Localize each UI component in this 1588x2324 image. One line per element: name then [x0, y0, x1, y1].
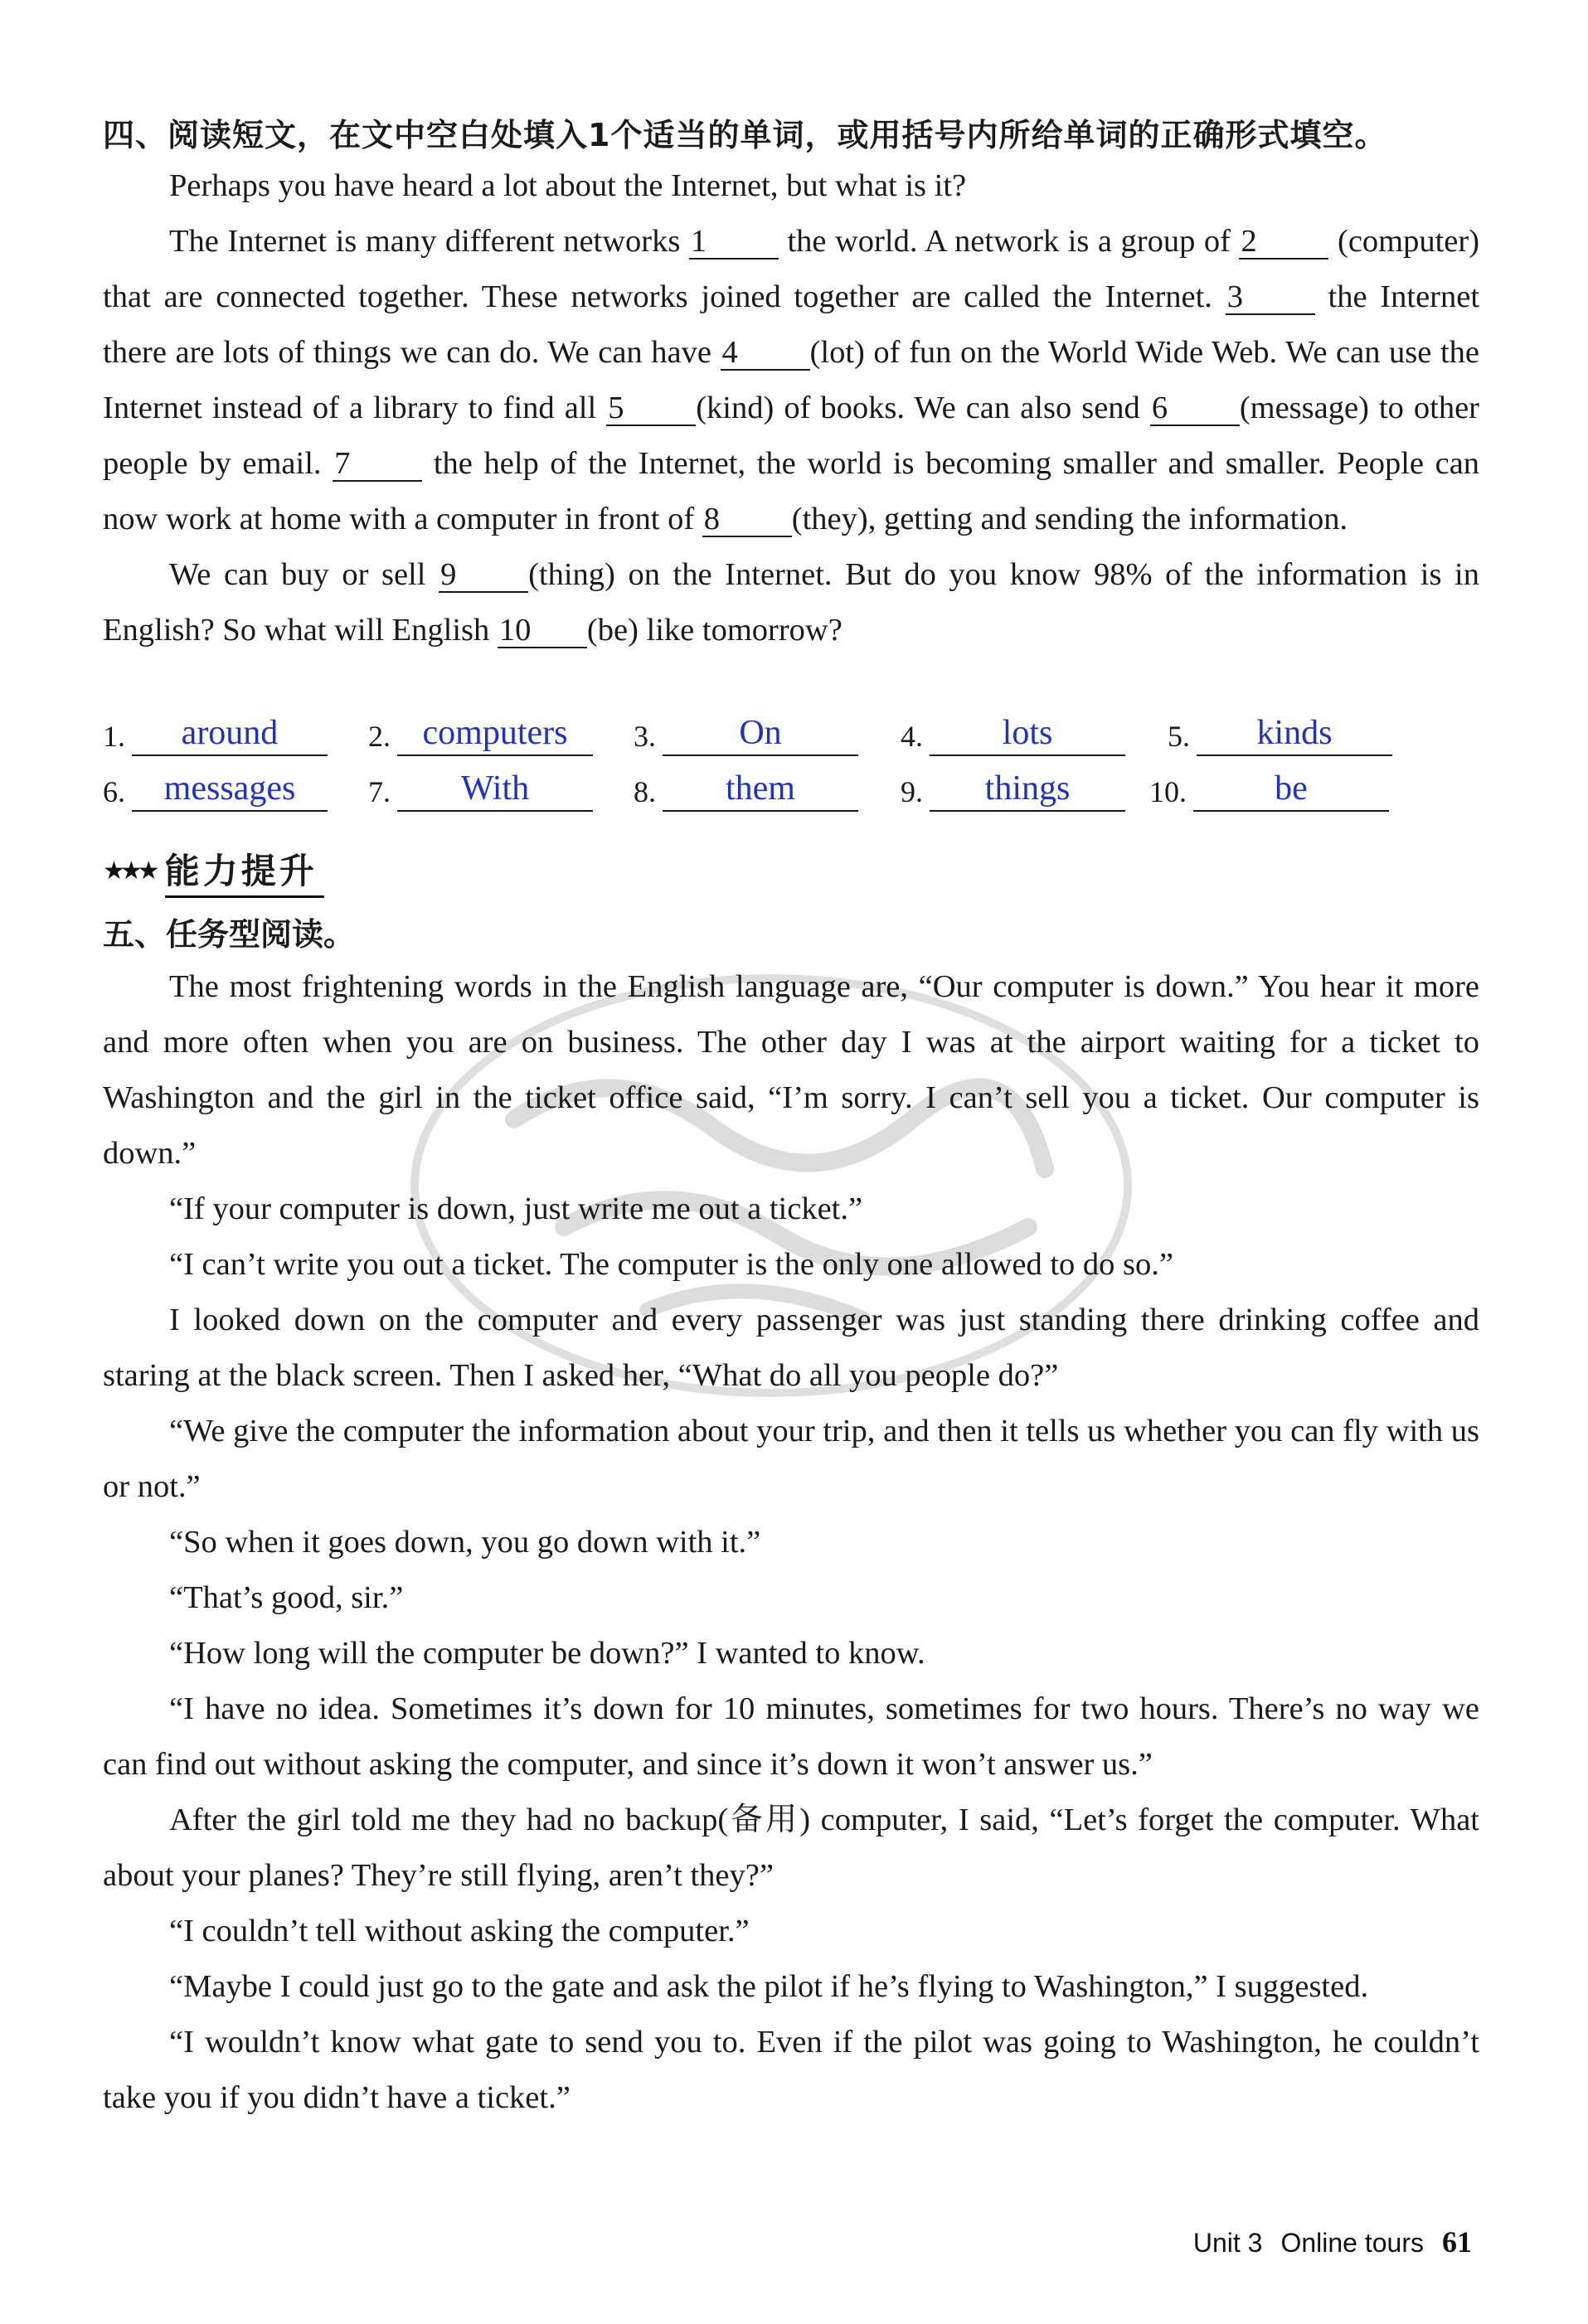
- passage-paragraph: [103, 547, 1479, 658]
- passage-text: (be) like tomorrow?: [586, 613, 843, 648]
- blank-1: 1: [689, 225, 779, 260]
- passage-paragraph: The most frightening words in the English language are, “Our computer is down.” You hear it more and more often when you are on business. The other day I was at the airport waiting for a ticket to Washington and the girl in the ticket office said, “I’m sorry. I can’t sell you a ticket. Our computer is down.”: [103, 969, 1479, 1171]
- answer-value: lots: [930, 711, 1125, 756]
- cloze-passage: [103, 158, 1479, 658]
- star-icon: ★★★: [103, 856, 155, 885]
- answer-item: 7. With: [368, 767, 593, 812]
- answer-item: 9. things: [901, 767, 1125, 812]
- section-5-title: 五、任务型阅读。: [103, 916, 356, 953]
- passage-text: the world. A network is a group of: [787, 224, 1231, 259]
- passage-paragraph: “So when it goes down, you go down with it.”: [169, 1525, 761, 1560]
- answer-item: 3. On: [634, 711, 858, 756]
- passage-paragraph: After the girl told me they had no backup(备用) computer, I said, “Let’s forget the computer. What about your planes? They’re still flying, aren’t they?”: [103, 1802, 1479, 1893]
- answer-value: around: [132, 711, 328, 756]
- answer-item: 5. kinds: [1168, 711, 1392, 756]
- blank-9: 9: [439, 558, 528, 593]
- passage-paragraph: [103, 214, 1479, 547]
- passage-paragraph: “We give the computer the information about your trip, and then it tells us whether you can fly with us or not.”: [103, 1414, 1479, 1504]
- answer-item: 4. lots: [901, 711, 1125, 756]
- passage-text: (they), getting and sending the information.: [791, 502, 1348, 536]
- answer-value: computers: [397, 711, 593, 756]
- passage-text: (kind) of books. We can also send: [696, 391, 1140, 425]
- answer-item: 2. computers: [368, 711, 593, 756]
- banner-title: 能力提升: [165, 844, 324, 898]
- passage-text: The Internet is many different networks: [169, 224, 681, 259]
- answer-value: them: [663, 767, 858, 812]
- passage-paragraph: “I wouldn’t know what gate to send you to. Even if the pilot was going to Washington, he couldn’t take you if you didn’t have a ticket.”: [103, 2025, 1479, 2115]
- page-number: 61: [1442, 2225, 1472, 2259]
- page-footer: [1193, 2225, 1472, 2259]
- answer-row: [103, 767, 1479, 822]
- answer-grid: [103, 711, 1479, 822]
- blank-4: 4: [721, 336, 810, 371]
- passage-paragraph: Perhaps you have heard a lot about the Internet, but what is it?: [169, 168, 967, 203]
- blank-10: 10: [498, 614, 587, 648]
- passage-paragraph: “I can’t write you out a ticket. The computer is the only one allowed to do so.”: [169, 1247, 1174, 1282]
- passage-text: We can buy or sell: [169, 557, 426, 592]
- blank-3: 3: [1226, 280, 1315, 315]
- answer-value: On: [663, 711, 858, 756]
- passage-text: the Internet there are lots of things we can do. We can have: [103, 279, 1480, 370]
- passage-paragraph: “I have no idea. Sometimes it’s down for 10 minutes, sometimes for two hours. There’s no way we can find out without asking the computer, and since it’s down it won’t answer us.”: [103, 1691, 1479, 1782]
- blank-5: 5: [606, 391, 696, 426]
- passage-text: (message) to other people by email.: [103, 391, 1479, 481]
- answer-value: With: [397, 767, 593, 812]
- footer-title: Online tours: [1280, 2228, 1424, 2258]
- blank-6: 6: [1150, 391, 1240, 426]
- answer-item: 8. them: [634, 767, 858, 812]
- answer-value: be: [1193, 767, 1389, 812]
- passage-paragraph: “If your computer is down, just write me out a ticket.”: [169, 1191, 863, 1226]
- passage-paragraph: “Maybe I could just go to the gate and ask the pilot if he’s flying to Washington,” I suggested.: [169, 1969, 1369, 2004]
- ability-banner: [103, 846, 324, 895]
- passage-paragraph: “I couldn’t tell without asking the computer.”: [169, 1914, 750, 1948]
- footer-unit: Unit 3: [1192, 2228, 1263, 2258]
- answer-value: kinds: [1197, 711, 1392, 756]
- blank-7: 7: [333, 447, 422, 482]
- answer-item: 6. messages: [103, 767, 328, 812]
- blank-2: 2: [1239, 225, 1328, 260]
- passage-text: (thing) on the Internet. But do you know 98% of the information is in English? So what will English: [103, 557, 1480, 648]
- section-4-title: 四、阅读短文，在文中空白处填入1个适当的单词，或用括号内所给单词的正确形式填空。: [103, 117, 1387, 153]
- answer-item: 1. around: [103, 711, 328, 756]
- passage-paragraph: “That’s good, sir.”: [169, 1580, 404, 1615]
- answer-value: messages: [132, 767, 328, 812]
- answer-row: [103, 711, 1479, 767]
- blank-8: 8: [702, 502, 792, 537]
- reading-passage: [103, 959, 1479, 2126]
- passage-text: the help of the Internet, the world is becoming smaller and smaller. People can now work at home with a computer in front of: [103, 446, 1480, 536]
- passage-text: (computer) that are connected together. These networks joined together are called the Internet.: [103, 224, 1480, 314]
- passage-paragraph: I looked down on the computer and every passenger was just standing there drinking coffee and staring at the black screen. Then I asked her, “What do all you people do?”: [103, 1303, 1479, 1393]
- answer-item: 10. be: [1149, 767, 1389, 812]
- passage-paragraph: “How long will the computer be down?” I wanted to know.: [169, 1636, 925, 1671]
- answer-value: things: [930, 767, 1125, 812]
- passage-text: (lot) of fun on the World Wide Web. We can use the Internet instead of a library to find all: [103, 335, 1479, 425]
